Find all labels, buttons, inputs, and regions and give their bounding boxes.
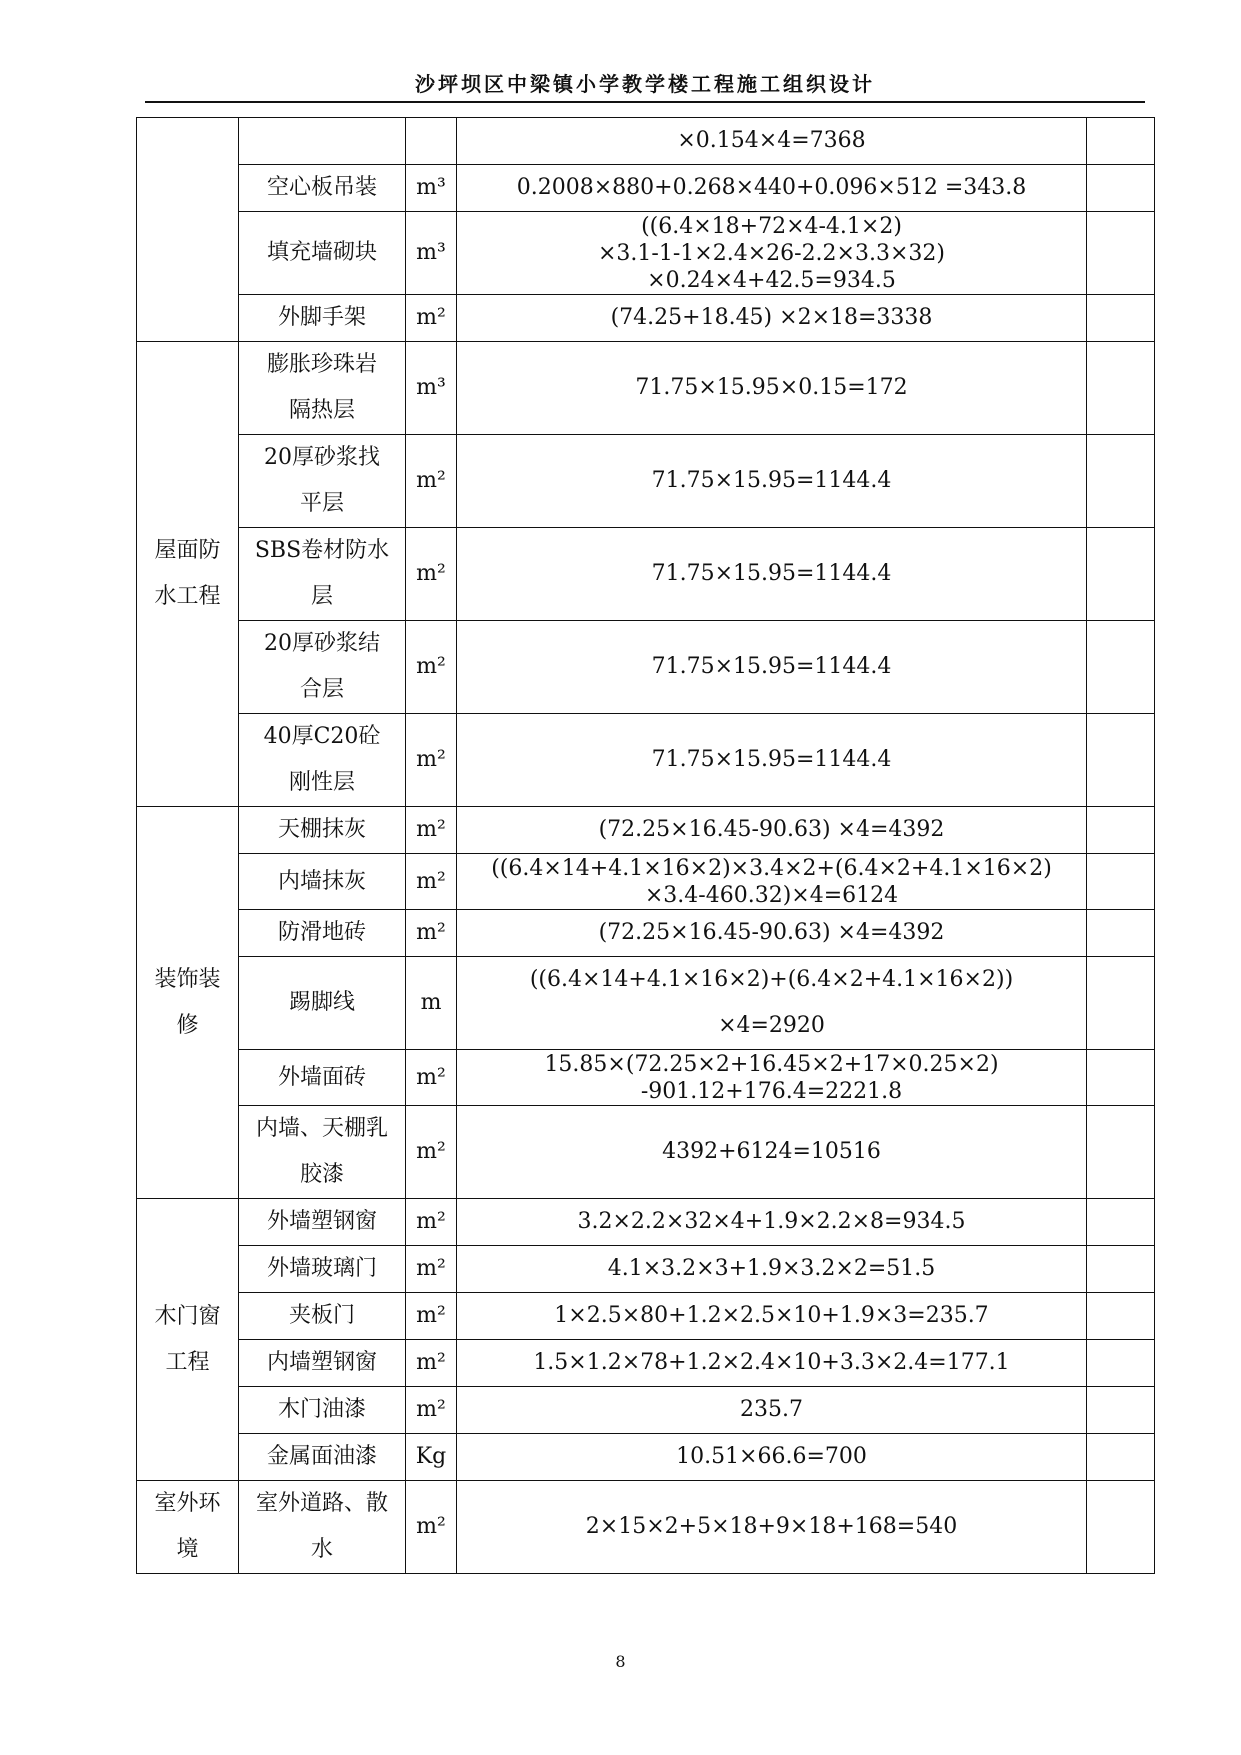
remark-cell xyxy=(1087,910,1155,957)
header-rule xyxy=(145,101,1145,103)
table-row xyxy=(137,1199,1155,1246)
remark-cell xyxy=(1087,165,1155,212)
unit-cell: m² xyxy=(406,910,457,957)
unit-cell xyxy=(406,118,457,165)
table-row xyxy=(137,1246,1155,1293)
unit-cell: m² xyxy=(406,1246,457,1293)
page-number: 8 xyxy=(615,1652,626,1671)
table-row xyxy=(137,1340,1155,1387)
formula-cell: 71.75×15.95=1144.4 xyxy=(457,621,1087,714)
formula-cell: 71.75×15.95=1144.4 xyxy=(457,714,1087,807)
remark-cell xyxy=(1087,295,1155,342)
item-cell: 膨胀珍珠岩 隔热层 xyxy=(239,342,406,435)
item-cell: 室外道路、散 水 xyxy=(239,1481,406,1574)
unit-cell: m² xyxy=(406,1340,457,1387)
formula-cell: 4.1×3.2×3+1.9×3.2×2=51.5 xyxy=(457,1246,1087,1293)
remark-cell xyxy=(1087,1199,1155,1246)
table-row xyxy=(137,165,1155,212)
item-cell: 内墙塑钢窗 xyxy=(239,1340,406,1387)
category-cell: 装饰装 修 xyxy=(137,807,239,1199)
unit-cell: m² xyxy=(406,1293,457,1340)
unit-cell: m² xyxy=(406,807,457,854)
table-row xyxy=(137,528,1155,621)
table-row xyxy=(137,621,1155,714)
item-cell xyxy=(239,118,406,165)
remark-cell xyxy=(1087,1106,1155,1199)
quantity-table xyxy=(136,117,1155,1574)
item-cell: 20厚砂浆找 平层 xyxy=(239,435,406,528)
item-cell: 20厚砂浆结 合层 xyxy=(239,621,406,714)
formula-cell: 10.51×66.6=700 xyxy=(457,1434,1087,1481)
table-row xyxy=(137,714,1155,807)
formula-cell: (72.25×16.45-90.63) ×4=4392 xyxy=(457,910,1087,957)
document-header-title: 沙坪坝区中梁镇小学教学楼工程施工组织设计 xyxy=(415,72,875,96)
unit-cell: m² xyxy=(406,435,457,528)
remark-cell xyxy=(1087,528,1155,621)
unit-cell: Kg xyxy=(406,1434,457,1481)
unit-cell: m² xyxy=(406,295,457,342)
formula-cell: 15.85×(72.25×2+16.45×2+17×0.25×2) -901.12+176.4=2221.8 xyxy=(457,1050,1087,1106)
item-cell: 外墙面砖 xyxy=(239,1050,406,1106)
formula-cell: (74.25+18.45) ×2×18=3338 xyxy=(457,295,1087,342)
item-cell: 外脚手架 xyxy=(239,295,406,342)
table-row xyxy=(137,1481,1155,1574)
formula-cell: 3.2×2.2×32×4+1.9×2.2×8=934.5 xyxy=(457,1199,1087,1246)
remark-cell xyxy=(1087,435,1155,528)
item-cell: 内墙抹灰 xyxy=(239,854,406,910)
table-row xyxy=(137,435,1155,528)
formula-cell: 1.5×1.2×78+1.2×2.4×10+3.3×2.4=177.1 xyxy=(457,1340,1087,1387)
remark-cell xyxy=(1087,1050,1155,1106)
remark-cell xyxy=(1087,1434,1155,1481)
formula-cell: (72.25×16.45-90.63) ×4=4392 xyxy=(457,807,1087,854)
category-cell: 木门窗 工程 xyxy=(137,1199,239,1481)
table-row xyxy=(137,807,1155,854)
remark-cell xyxy=(1087,1387,1155,1434)
remark-cell xyxy=(1087,854,1155,910)
table-row xyxy=(137,1434,1155,1481)
item-cell: 外墙玻璃门 xyxy=(239,1246,406,1293)
formula-cell: ×0.154×4=7368 xyxy=(457,118,1087,165)
remark-cell xyxy=(1087,621,1155,714)
remark-cell xyxy=(1087,1481,1155,1574)
formula-cell: 4392+6124=10516 xyxy=(457,1106,1087,1199)
item-cell: 空心板吊装 xyxy=(239,165,406,212)
item-cell: 木门油漆 xyxy=(239,1387,406,1434)
table-row xyxy=(137,295,1155,342)
item-cell: 金属面油漆 xyxy=(239,1434,406,1481)
unit-cell: m² xyxy=(406,1199,457,1246)
remark-cell xyxy=(1087,342,1155,435)
remark-cell xyxy=(1087,1246,1155,1293)
formula-cell: ((6.4×14+4.1×16×2)+(6.4×2+4.1×16×2)) ×4=2920 xyxy=(457,957,1087,1050)
category-cell xyxy=(137,118,239,342)
unit-cell: m³ xyxy=(406,342,457,435)
item-cell: 夹板门 xyxy=(239,1293,406,1340)
item-cell: 防滑地砖 xyxy=(239,910,406,957)
unit-cell: m² xyxy=(406,1106,457,1199)
item-cell: 天棚抹灰 xyxy=(239,807,406,854)
category-cell: 屋面防 水工程 xyxy=(137,342,239,807)
remark-cell xyxy=(1087,714,1155,807)
table-row xyxy=(137,910,1155,957)
table-row xyxy=(137,957,1155,1050)
unit-cell: m² xyxy=(406,621,457,714)
remark-cell xyxy=(1087,807,1155,854)
remark-cell xyxy=(1087,957,1155,1050)
unit-cell: m³ xyxy=(406,212,457,295)
formula-cell: ((6.4×14+4.1×16×2)×3.4×2+(6.4×2+4.1×16×2) ×3.4-460.32)×4=6124 xyxy=(457,854,1087,910)
formula-cell: 235.7 xyxy=(457,1387,1087,1434)
formula-cell: 1×2.5×80+1.2×2.5×10+1.9×3=235.7 xyxy=(457,1293,1087,1340)
category-cell: 室外环 境 xyxy=(137,1481,239,1574)
remark-cell xyxy=(1087,1340,1155,1387)
item-cell: SBS卷材防水 层 xyxy=(239,528,406,621)
item-cell: 40厚C20砼 刚性层 xyxy=(239,714,406,807)
item-cell: 内墙、天棚乳 胶漆 xyxy=(239,1106,406,1199)
unit-cell: m³ xyxy=(406,165,457,212)
unit-cell: m² xyxy=(406,528,457,621)
table-row xyxy=(137,212,1155,295)
table-row xyxy=(137,1050,1155,1106)
table-row xyxy=(137,1106,1155,1199)
formula-cell: 0.2008×880+0.268×440+0.096×512 =343.8 xyxy=(457,165,1087,212)
remark-cell xyxy=(1087,212,1155,295)
item-cell: 外墙塑钢窗 xyxy=(239,1199,406,1246)
table-row xyxy=(137,342,1155,435)
formula-cell: ((6.4×18+72×4-4.1×2) ×3.1-1-1×2.4×26-2.2×3.3×32) ×0.24×4+42.5=934.5 xyxy=(457,212,1087,295)
formula-cell: 2×15×2+5×18+9×18+168=540 xyxy=(457,1481,1087,1574)
item-cell: 踢脚线 xyxy=(239,957,406,1050)
formula-cell: 71.75×15.95=1144.4 xyxy=(457,435,1087,528)
unit-cell: m² xyxy=(406,1387,457,1434)
remark-cell xyxy=(1087,1293,1155,1340)
formula-cell: 71.75×15.95=1144.4 xyxy=(457,528,1087,621)
table-row xyxy=(137,1387,1155,1434)
unit-cell: m² xyxy=(406,1481,457,1574)
table-row xyxy=(137,118,1155,165)
table-row xyxy=(137,1293,1155,1340)
unit-cell: m² xyxy=(406,854,457,910)
formula-cell: 71.75×15.95×0.15=172 xyxy=(457,342,1087,435)
table-row xyxy=(137,854,1155,910)
unit-cell: m² xyxy=(406,1050,457,1106)
remark-cell xyxy=(1087,118,1155,165)
item-cell: 填充墙砌块 xyxy=(239,212,406,295)
unit-cell: m xyxy=(406,957,457,1050)
unit-cell: m² xyxy=(406,714,457,807)
